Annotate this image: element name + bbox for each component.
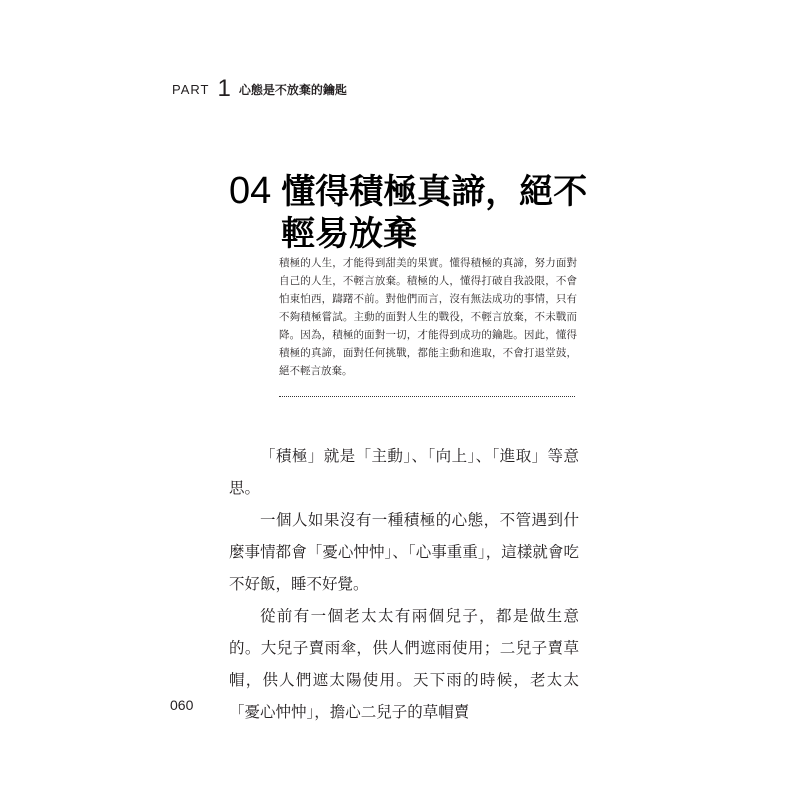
chapter-title-line2: 輕易放棄 bbox=[281, 214, 417, 254]
page-number: 060 bbox=[170, 697, 194, 713]
body-paragraph-1: 「積極」就是「主動」、「向上」、「進取」等意思。 bbox=[229, 447, 579, 497]
running-head bbox=[172, 75, 347, 102]
dotted-divider bbox=[279, 396, 575, 397]
chapter-abstract: 積極的人生，才能得到甜美的果實。懂得積極的真諦，努力面對自己的人生，不輕言放棄。積極的人，懂得打破自我設限，不會怕東怕西，躊躇不前。對他們而言，沒有無法成功的事情，只有不夠積極嘗試。主動的面對人生的戰役，不輕言放棄，不未戰而降。因為，積極的面對一切，才能得到成功的鑰匙。因此，懂得積極的真諦，面對任何挑戰，都能主動和進取，不會打退堂鼓，絕不輕言放棄。 bbox=[279, 257, 577, 377]
part-title: 心態是不放棄的鑰匙 bbox=[238, 82, 347, 97]
part-label: PART bbox=[172, 81, 210, 97]
part-number: 1 bbox=[217, 75, 231, 102]
chapter-title bbox=[229, 170, 609, 255]
body-paragraph-3: 從前有一個老太太有兩個兒子，都是做生意的。大兒子賣雨傘，供人們遮雨使用；二兒子賣草帽，供人們遮太陽使用。天下雨的時候，老太太「憂心忡忡」，擔心二兒子的草帽賣 bbox=[229, 607, 579, 721]
body-text bbox=[229, 440, 579, 728]
body-paragraph-2: 一個人如果沒有一種積極的心態，不管遇到什麼事情都會「憂心忡忡」、「心事重重」，這樣就會吃不好飯，睡不好覺。 bbox=[229, 511, 579, 593]
chapter-number: 04 bbox=[229, 170, 272, 212]
chapter-title-line1: 懂得積極真諦，絕不 bbox=[281, 172, 588, 212]
